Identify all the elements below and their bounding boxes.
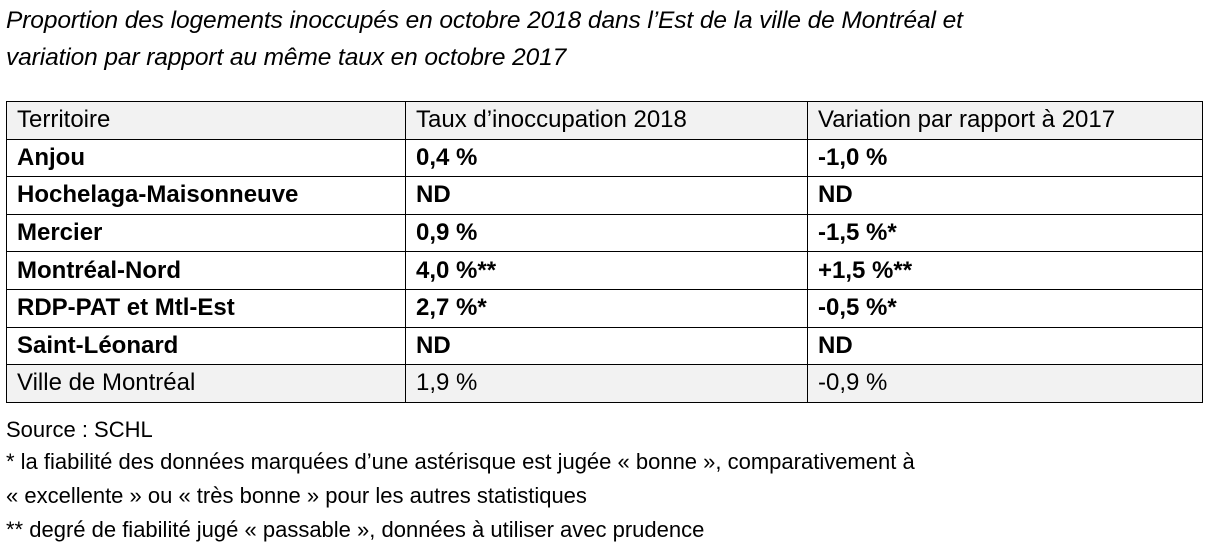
cell-variation: -1,0 % [808, 139, 1203, 177]
cell-taux: ND [406, 177, 808, 215]
title-line-1: Proportion des logements inoccupés en octobre 2018 dans l’Est de la ville de Montréal et [6, 7, 963, 34]
header-taux-2018: Taux d’inoccupation 2018 [406, 102, 808, 140]
cell-taux: ND [406, 327, 808, 365]
cell-variation: -1,5 %* [808, 214, 1203, 252]
cell-variation: -0,9 % [808, 365, 1203, 403]
cell-taux: 0,9 % [406, 214, 808, 252]
cell-territoire: RDP-PAT et Mtl-Est [7, 289, 406, 327]
table-row [7, 252, 1203, 290]
footnote-double-asterisk: ** degré de fiabilité jugé « passable », données à utiliser avec prudence [6, 517, 705, 542]
cell-taux: 2,7 %* [406, 289, 808, 327]
header-territoire: Territoire [7, 102, 406, 140]
footnote-single-asterisk-line-1: * la fiabilité des données marquées d’une astérisque est jugée « bonne », comparativement à [6, 449, 915, 474]
table-row-total [7, 365, 1203, 403]
document-title [6, 2, 1226, 76]
cell-territoire: Saint-Léonard [7, 327, 406, 365]
cell-territoire: Montréal-Nord [7, 252, 406, 290]
cell-variation: ND [808, 177, 1203, 215]
title-line-2: variation par rapport au même taux en octobre 2017 [6, 44, 567, 71]
cell-variation: ND [808, 327, 1203, 365]
table-row [7, 289, 1203, 327]
cell-territoire: Anjou [7, 139, 406, 177]
cell-territoire: Hochelaga-Maisonneuve [7, 177, 406, 215]
source-note: Source : SCHL [6, 417, 153, 442]
footnote-single-asterisk-line-2: « excellente » ou « très bonne » pour les autres statistiques [6, 483, 587, 508]
table-notes [6, 415, 1226, 547]
cell-territoire: Mercier [7, 214, 406, 252]
table-row [7, 327, 1203, 365]
table-header-row [7, 102, 1203, 140]
cell-territoire: Ville de Montréal [7, 365, 406, 403]
cell-taux: 4,0 %** [406, 252, 808, 290]
cell-taux: 0,4 % [406, 139, 808, 177]
table-row [7, 139, 1203, 177]
cell-variation: -0,5 %* [808, 289, 1203, 327]
vacancy-rate-table [6, 101, 1203, 403]
table-row [7, 214, 1203, 252]
table-row [7, 177, 1203, 215]
cell-variation: +1,5 %** [808, 252, 1203, 290]
cell-taux: 1,9 % [406, 365, 808, 403]
header-variation-2017: Variation par rapport à 2017 [808, 102, 1203, 140]
